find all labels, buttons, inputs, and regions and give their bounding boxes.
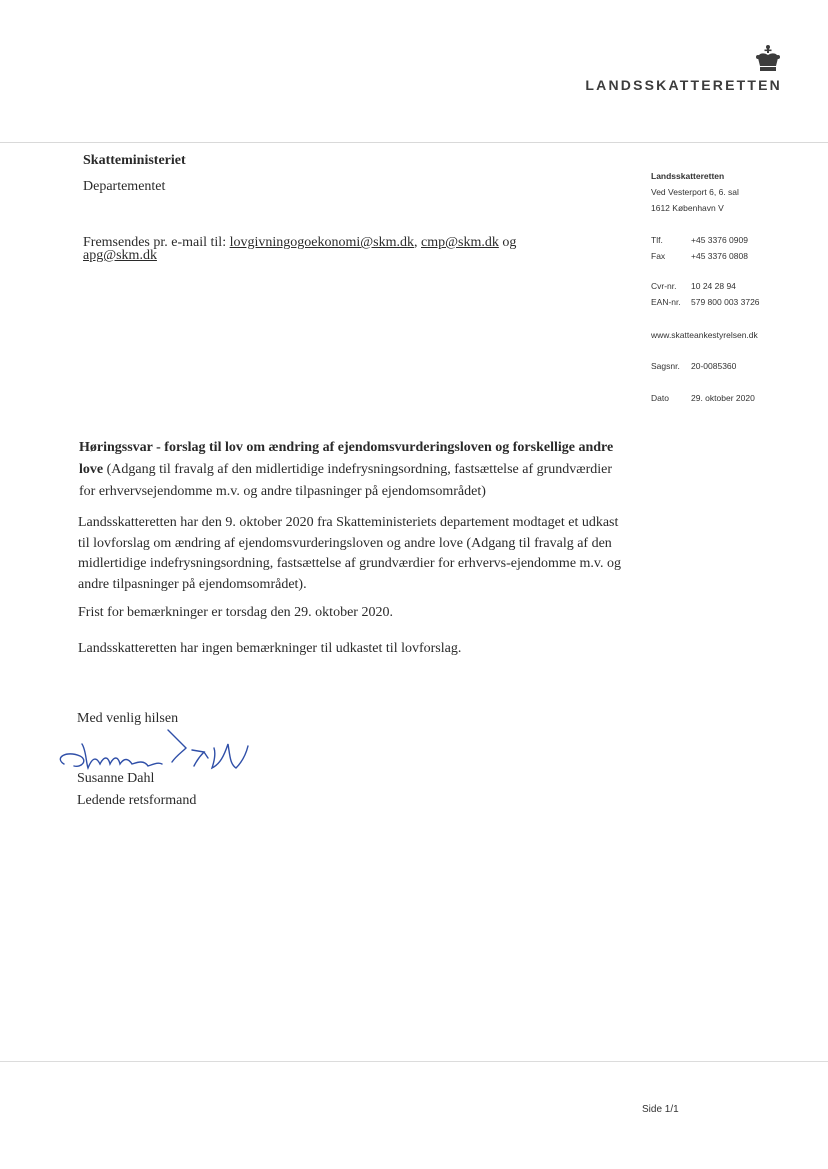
email-link-2[interactable]: cmp@skm.dk (421, 235, 499, 250)
recipient-name: Skatteministeriet (83, 153, 186, 168)
paragraph-2: Frist for bemærkninger er torsdag den 29. oktober 2020. (78, 605, 393, 620)
phone-label: Tlf. (651, 235, 663, 245)
sender-address-line2: 1612 København V (651, 203, 724, 213)
email-link-1[interactable]: lovgivningogoekonomi@skm.dk (229, 235, 414, 250)
sender-registration (651, 278, 760, 310)
sender-address-line1: Ved Vesterport 6, 6. sal (651, 187, 739, 197)
signer-name: Susanne Dahl (77, 771, 155, 786)
signer-title: Ledende retsformand (77, 793, 197, 808)
logo-wordmark: LANDSSKATTERETTEN (585, 77, 782, 93)
sender-name: Landsskatteretten (651, 171, 725, 181)
recipient-department: Departementet (83, 179, 166, 194)
subject-details: (Adgang til fravalg af den midlertidige indefrysningsordning, fastsættelse af grundværdier for erhvervsejendomme m.v. og andre tilpasninger på ejendomsområdet) (79, 462, 613, 499)
email-mid: og (498, 235, 517, 250)
date-row (651, 390, 755, 406)
logo (522, 44, 782, 94)
cvr-label: Cvr-nr. (651, 281, 677, 291)
email-line (83, 236, 563, 262)
letter-subject (79, 437, 624, 503)
page-number: Side 1/1 (642, 1104, 679, 1115)
case-row (651, 358, 736, 374)
header-divider (0, 142, 828, 143)
case-number: 20-0085360 (691, 361, 737, 371)
recipient-block (83, 153, 186, 195)
footer-divider (0, 1061, 828, 1062)
cvr-value: 10 24 28 94 (691, 281, 736, 291)
ean-value: 579 800 003 3726 (691, 297, 760, 307)
website-link[interactable]: www.skatteankestyrelsen.dk (651, 330, 758, 340)
paragraph-1: Landsskatteretten har den 9. oktober 2020 fra Skatteministeriets departement modtaget et udkast til lovforslag om ændring af ejendomsvurderingsloven og andre love (Adgang til fravalg af den midlertidige indefrysningsordning, fastsættelse af grundværdier for erhvervs-ejendomme m.v. og andre tilpasninger på ejendomsområdet). (78, 515, 622, 592)
crown-icon (754, 44, 782, 74)
phone-value: +45 3376 0909 (691, 235, 748, 245)
email-sep: , (414, 235, 421, 250)
email-link-3[interactable]: apg@skm.dk (83, 248, 157, 263)
fax-value: +45 3376 0808 (691, 251, 748, 261)
case-label: Sagsnr. (651, 361, 680, 371)
subject-title: Høringssvar - forslag til lov om ændring af ejendomsvurderingsloven og forskellige andre love (79, 440, 614, 477)
ean-row (651, 294, 760, 310)
date-value: 29. oktober 2020 (691, 393, 755, 403)
cvr-row (651, 278, 760, 294)
sender-website (651, 327, 758, 343)
fax-row (651, 248, 748, 264)
email-prefix: Fremsendes pr. e-mail til: (83, 235, 230, 250)
date-label: Dato (651, 393, 669, 403)
sender-contact (651, 232, 748, 264)
fax-label: Fax (651, 251, 666, 261)
closing-greeting: Med venlig hilsen (77, 711, 179, 726)
phone-row (651, 232, 748, 248)
signer-block (77, 768, 196, 812)
ean-label: EAN-nr. (651, 297, 681, 307)
sender-address (651, 168, 739, 216)
paragraph-3: Landsskatteretten har ingen bemærkninger til udkastet til lovforslag. (78, 641, 462, 656)
